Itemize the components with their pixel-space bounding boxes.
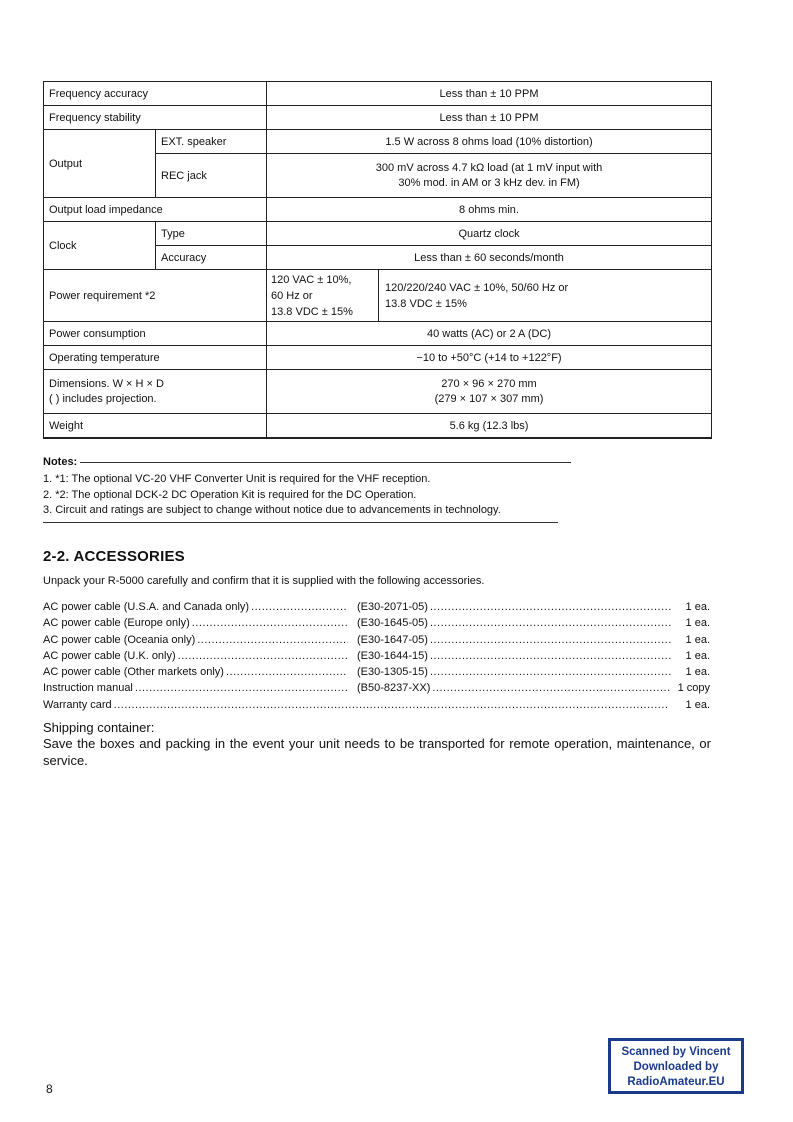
spec-value-line: 13.8 VDC ± 15%: [271, 305, 353, 318]
spec-row-power-requirement: [44, 270, 712, 322]
spec-row-power-consumption: [44, 322, 712, 346]
spec-value: Less than ± 60 seconds/month: [267, 246, 712, 270]
spec-value: −10 to +50°C (+14 to +122°F): [267, 346, 712, 370]
accessory-quantity: 1 ea.: [685, 617, 710, 630]
spec-row-dimensions: [44, 370, 712, 414]
accessory-part-number: (B50-8237-XX): [357, 682, 431, 695]
leader-dots: [197, 632, 348, 648]
leader-dots: [430, 664, 671, 680]
spec-row-output-ext-speaker: [44, 130, 712, 154]
spec-sublabel: Accuracy: [156, 246, 267, 270]
notes-heading-rule: [80, 462, 571, 463]
accessory-part-number: (E30-1305-15): [357, 666, 428, 679]
spec-sublabel: EXT. speaker: [156, 130, 267, 154]
accessory-name: AC power cable (U.K. only): [43, 649, 176, 662]
accessory-quantity: 1 copy: [677, 682, 710, 695]
spec-value: 5.6 kg (12.3 lbs): [267, 414, 712, 439]
stamp-line: RadioAmateur.EU: [627, 1076, 725, 1088]
accessory-part-number: (E30-1647-05): [357, 633, 428, 646]
accessory-item: [43, 648, 710, 664]
spec-row-operating-temperature: [44, 346, 712, 370]
spec-row-frequency-stability: [44, 106, 712, 130]
stamp-line: Downloaded by: [633, 1061, 719, 1073]
spec-value: Less than ± 10 PPM: [267, 106, 712, 130]
accessory-item-warranty: [43, 697, 710, 713]
spec-value: 1.5 W across 8 ohms load (10% distortion): [267, 130, 712, 154]
spec-label: [44, 370, 267, 414]
notes-heading: [43, 455, 571, 469]
accessory-name: Instruction manual: [43, 682, 133, 695]
leader-dots: [114, 697, 668, 713]
spec-label: Output load impedance: [44, 198, 267, 222]
accessory-quantity: 1 ea.: [685, 601, 710, 613]
spec-value-line: 120/220/240 VAC ± 10%, 50/60 Hz or: [385, 281, 569, 294]
leader-dots: [192, 615, 348, 631]
spec-value-us: [267, 270, 379, 322]
leader-dots: [430, 599, 671, 615]
spec-label: Frequency stability: [44, 106, 267, 130]
spec-label: Clock: [44, 222, 156, 270]
notes-section: [43, 455, 571, 523]
specifications-table: [43, 81, 712, 439]
spec-label: Power consumption: [44, 322, 267, 346]
accessory-part-number: (E30-1645-05): [357, 617, 428, 630]
spec-value-other: [379, 270, 712, 322]
spec-value-line: 120 VAC ± 10%,: [271, 273, 352, 286]
accessory-item: [43, 615, 710, 631]
scan-credit-stamp: [608, 1038, 744, 1094]
spec-sublabel: Type: [156, 222, 267, 246]
spec-value: [267, 370, 712, 414]
spec-label-line: ( ) includes projection.: [49, 392, 157, 405]
accessory-quantity: 1 ea.: [685, 649, 710, 662]
accessory-name: AC power cable (U.S.A. and Canada only): [43, 601, 250, 613]
spec-value-line: 270 × 96 × 270 mm: [441, 377, 537, 390]
spec-value-line: 13.8 VDC ± 15%: [385, 297, 467, 310]
accessory-name: Warranty card: [43, 698, 112, 711]
accessory-quantity: 1 ea.: [685, 666, 710, 679]
spec-label: Operating temperature: [44, 346, 267, 370]
accessory-name: AC power cable (Oceania only): [43, 633, 196, 646]
accessory-part-number: (E30-1644-15): [357, 649, 428, 662]
shipping-title: Shipping container:: [43, 720, 155, 735]
spec-row-output-load-impedance: [44, 198, 712, 222]
spec-value: Quartz clock: [267, 222, 712, 246]
notes-list: [43, 472, 558, 523]
spec-value-line: 60 Hz or: [271, 289, 313, 302]
spec-value: 8 ohms min.: [267, 198, 712, 222]
accessories-intro: Unpack your R-5000 carefully and confirm that it is supplied with the following accessories.: [43, 575, 485, 587]
note-item: 2. *2: The optional DCK-2 DC Operation Kit is required for the DC Operation.: [43, 488, 417, 501]
spec-value-line: 300 mV across 4.7 kΩ load (at 1 mV input with: [375, 161, 603, 174]
accessory-item: [43, 632, 710, 648]
spec-value-line: (279 × 107 × 307 mm): [434, 392, 544, 405]
leader-dots: [178, 648, 348, 664]
notes-heading-text: Notes:: [43, 456, 78, 468]
accessory-name: AC power cable (Other markets only): [43, 666, 224, 679]
note-item: 1. *1: The optional VC-20 VHF Converter Unit is required for the VHF reception.: [43, 473, 431, 485]
leader-dots: [432, 680, 671, 696]
spec-value: Less than ± 10 PPM: [267, 82, 712, 106]
accessories-heading: 2-2. ACCESSORIES: [43, 548, 185, 565]
leader-dots: [251, 599, 348, 615]
accessory-quantity: 1 ea.: [685, 698, 710, 711]
leader-dots: [135, 680, 348, 696]
spec-row-clock-type: [44, 222, 712, 246]
spec-row-frequency-accuracy: [44, 82, 712, 106]
accessory-part-number: (E30-2071-05): [357, 601, 428, 613]
accessory-item: [43, 599, 710, 615]
page-number: 8: [46, 1082, 53, 1096]
spec-value: [267, 154, 712, 198]
shipping-text: Save the boxes and packing in the event your unit needs to be transported for remote operation, maintenance, or service.: [43, 736, 711, 768]
leader-dots: [430, 615, 671, 631]
spec-label-line: Dimensions. W × H × D: [49, 377, 164, 390]
spec-sublabel: REC jack: [156, 154, 267, 198]
spec-label: Power requirement *2: [44, 270, 267, 322]
accessory-quantity: 1 ea.: [685, 633, 710, 646]
leader-dots: [430, 632, 671, 648]
accessory-item: [43, 664, 710, 680]
leader-dots: [226, 664, 348, 680]
spec-value: 40 watts (AC) or 2 A (DC): [267, 322, 712, 346]
stamp-line: Scanned by Vincent: [621, 1046, 731, 1058]
spec-label: Weight: [44, 414, 267, 439]
accessories-list: [43, 599, 710, 713]
accessory-name: AC power cable (Europe only): [43, 617, 190, 630]
accessory-item: [43, 680, 710, 696]
spec-label: Output: [44, 130, 156, 198]
spec-value-line: 30% mod. in AM or 3 kHz dev. in FM): [398, 176, 580, 189]
leader-dots: [430, 648, 671, 664]
spec-label: Frequency accuracy: [44, 82, 267, 106]
spec-row-weight: [44, 414, 712, 439]
note-item: 3. Circuit and ratings are subject to change without notice due to advancements in technology.: [43, 504, 501, 516]
